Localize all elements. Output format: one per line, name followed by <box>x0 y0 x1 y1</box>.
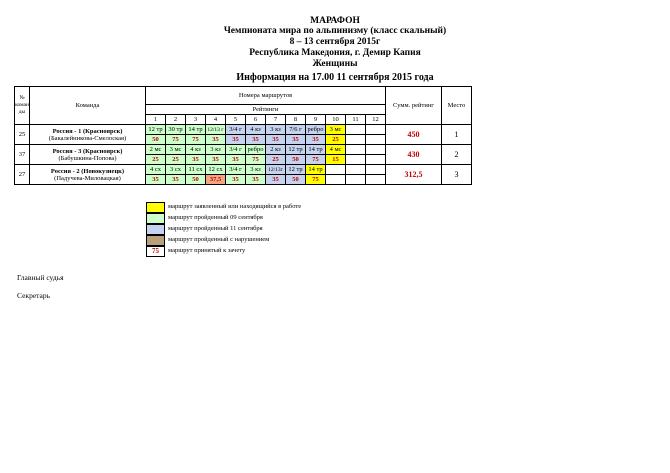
score-cell: 35 <box>166 175 186 185</box>
event-name: Чемпионата мира по альпинизму (класс скальный) <box>223 26 447 36</box>
legend-swatch-yellow <box>146 202 165 213</box>
score-cell: 15 <box>326 155 346 165</box>
score-cell: 35 <box>206 135 226 145</box>
score-cell: 35 <box>266 175 286 185</box>
route-cell: 3 сх <box>166 165 186 175</box>
score-cell: 35 <box>246 135 266 145</box>
results-table <box>14 86 472 185</box>
route-cell: 3 кз <box>246 165 266 175</box>
team-row <box>15 165 472 175</box>
team-name: Россия - 2 (Новокузнецк) <box>50 167 125 175</box>
score-cell: 50 <box>286 175 306 185</box>
score-cell <box>326 175 346 185</box>
route-cell <box>346 165 366 175</box>
route-cell: ребро <box>246 145 266 155</box>
score-cell: 25 <box>266 155 286 165</box>
route-cell <box>366 125 386 135</box>
route-cell: 14 тр <box>186 125 206 135</box>
route-cell <box>366 165 386 175</box>
event-location: Республика Македония, г. Демир Капия <box>249 48 421 58</box>
col-header-place: Место <box>442 87 472 125</box>
score-cell <box>366 175 386 185</box>
route-number-10: 10 <box>326 115 346 125</box>
chief-judge-label: Главный судья <box>17 273 64 282</box>
route-cell: 3 мс <box>166 145 186 155</box>
route-cell: 11 сх <box>186 165 206 175</box>
score-cell: 35 <box>226 175 246 185</box>
team-place: 3 <box>442 165 472 185</box>
score-cell: 35 <box>186 155 206 165</box>
team-row <box>15 145 472 155</box>
document-title: МАРАФОН <box>310 16 360 26</box>
info-timestamp: Информация на 17.00 11 сентября 2015 года <box>236 72 434 83</box>
route-cell: 12 тр <box>286 165 306 175</box>
route-cell: 12 тр <box>146 125 166 135</box>
route-cell <box>346 145 366 155</box>
route-number-9: 9 <box>306 115 326 125</box>
team-name: Россия - 3 (Красноярск) <box>52 147 123 155</box>
team-cell <box>30 125 146 145</box>
route-number-4: 4 <box>206 115 226 125</box>
route-cell: 3 мс <box>326 125 346 135</box>
event-category: Женщины <box>312 59 358 69</box>
route-number-11: 11 <box>346 115 366 125</box>
team-total-rating: 312,5 <box>386 165 442 185</box>
score-cell: 75 <box>186 135 206 145</box>
team-cell <box>30 165 146 185</box>
score-cell: 35 <box>306 135 326 145</box>
legend-swatch-blue <box>146 224 165 235</box>
score-cell: 50 <box>186 175 206 185</box>
score-cell: 75 <box>306 155 326 165</box>
score-cell: 35 <box>246 175 266 185</box>
route-number-7: 7 <box>266 115 286 125</box>
route-number-5: 5 <box>226 115 246 125</box>
route-number-12: 12 <box>366 115 386 125</box>
route-cell: 12 тр <box>286 145 306 155</box>
score-cell: 75 <box>246 155 266 165</box>
col-header-team: Команда <box>30 87 146 125</box>
score-cell: 50 <box>146 135 166 145</box>
score-cell: 35 <box>226 135 246 145</box>
route-number-6: 6 <box>246 115 266 125</box>
team-members: (Бакалейникова-Смелоская) <box>48 134 127 142</box>
score-cell: 35 <box>146 175 166 185</box>
score-cell: 35 <box>266 135 286 145</box>
legend-swatch-brown <box>146 235 165 246</box>
team-place: 1 <box>442 125 472 145</box>
score-cell: 75 <box>306 175 326 185</box>
route-cell: 4 мс <box>326 145 346 155</box>
score-cell <box>346 135 366 145</box>
score-cell: 50 <box>286 155 306 165</box>
route-cell: 4 кз <box>246 125 266 135</box>
team-number: 27 <box>15 165 30 185</box>
score-cell: 25 <box>326 135 346 145</box>
score-cell: 35 <box>206 155 226 165</box>
route-cell <box>366 145 386 155</box>
route-cell: 4 кз <box>186 145 206 155</box>
route-number-8: 8 <box>286 115 306 125</box>
legend-text-green: маршрут пройденный 09 сентября <box>168 214 263 221</box>
score-cell <box>346 175 366 185</box>
route-cell: 3/4 г <box>226 125 246 135</box>
team-total-rating: 430 <box>386 145 442 165</box>
secretary-label: Секретарь <box>17 291 51 300</box>
route-cell: 14 тр <box>306 165 326 175</box>
score-cell <box>366 135 386 145</box>
col-header-num: № коман ды <box>15 87 30 125</box>
route-cell: 3/4 г <box>226 145 246 155</box>
route-cell: 30 тр <box>166 125 186 135</box>
score-cell: 35 <box>286 135 306 145</box>
score-cell <box>346 155 366 165</box>
route-cell: 3 кз <box>206 145 226 155</box>
legend-swatch-accepted: 75 <box>146 246 165 257</box>
team-row <box>15 125 472 135</box>
route-cell <box>346 125 366 135</box>
route-number-3: 3 <box>186 115 206 125</box>
team-place: 2 <box>442 145 472 165</box>
legend-text-blue: маршрут пройденный 11 сентября <box>168 225 263 232</box>
score-cell: 35 <box>226 155 246 165</box>
route-cell: 12/13 г <box>207 126 224 133</box>
team-cell <box>30 145 146 165</box>
route-cell: 14 тр <box>306 145 326 155</box>
team-name: Россия - 1 (Красноярск) <box>52 127 123 135</box>
route-number-1: 1 <box>146 115 166 125</box>
score-cell: 75 <box>166 135 186 145</box>
route-cell: 3/4 г <box>226 165 246 175</box>
score-cell: 37,5 <box>206 175 226 185</box>
score-cell: 25 <box>166 155 186 165</box>
col-header-sum: Сумм. рейтинг <box>386 87 442 125</box>
route-cell: 7/6 г <box>286 125 306 135</box>
route-cell: 3 кз <box>266 125 286 135</box>
team-total-rating: 450 <box>386 125 442 145</box>
team-members: (Падучева-Миловацкая) <box>54 174 121 182</box>
route-number-2: 2 <box>166 115 186 125</box>
event-dates: 8 – 13 сентября 2015г <box>289 37 381 47</box>
score-cell <box>366 155 386 165</box>
route-cell <box>326 165 346 175</box>
legend-text-yellow: маршрут заявленный или находящийся в работе <box>168 203 302 210</box>
col-header-ratings: Рейтинги <box>146 105 386 115</box>
team-number: 25 <box>15 125 30 145</box>
route-cell: 2 мс <box>146 145 166 155</box>
col-header-routes: Номера маршрутов <box>146 87 386 105</box>
score-cell: 25 <box>146 155 166 165</box>
legend-swatch-green <box>146 213 165 224</box>
route-cell: ребро <box>306 125 326 135</box>
team-number: 37 <box>15 145 30 165</box>
legend-text-accepted: маршрут принятый к зачету <box>168 247 246 254</box>
legend-text-brown: маршрут пройденный с нарушением <box>168 236 270 243</box>
route-cell: 4 сх <box>146 165 166 175</box>
route-cell: 12/13г <box>266 165 286 175</box>
route-cell: 2 кз <box>266 145 286 155</box>
route-cell: 12 сх <box>206 165 226 175</box>
team-members: (Бабушкина-Попова) <box>58 154 117 162</box>
